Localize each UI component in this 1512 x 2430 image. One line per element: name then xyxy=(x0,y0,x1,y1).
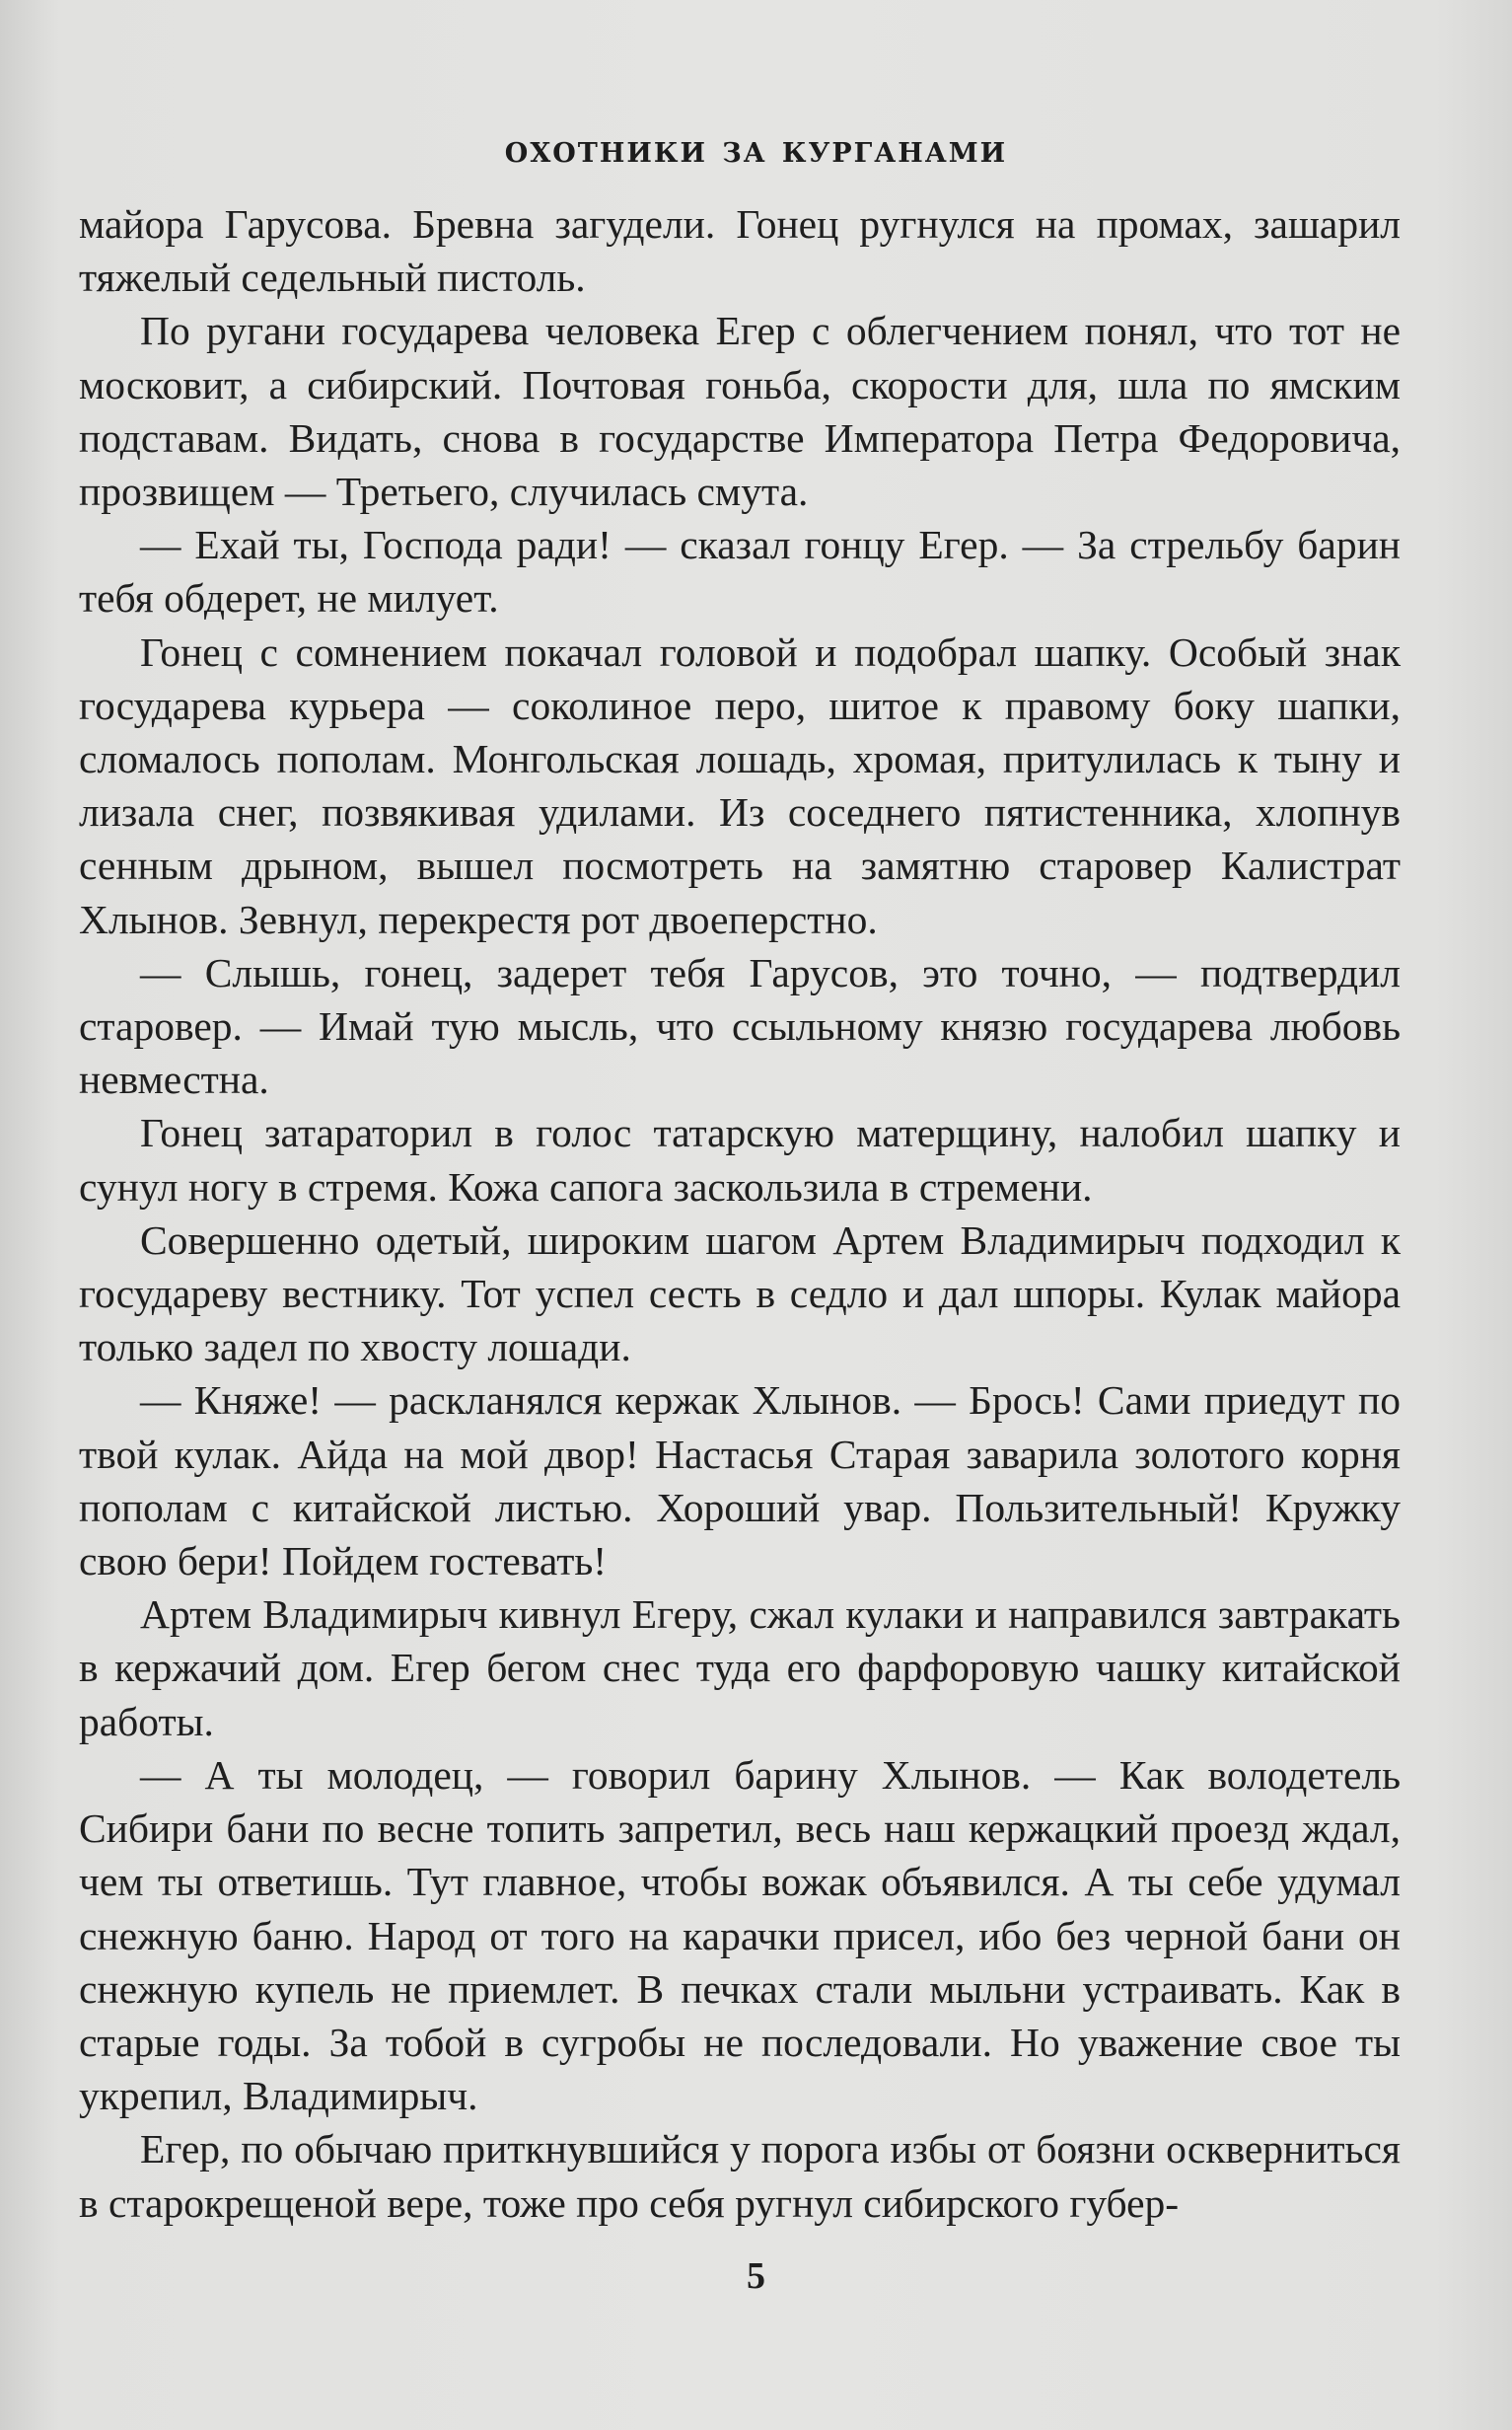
body-text xyxy=(79,197,1401,2230)
paragraph: — А ты молодец, — говорил барину Хлынов. — Как володетель Сибири бани по весне топить запретил, весь наш кержацкий проезд ждал, чем ты ответишь. Тут главное, чтобы вожак объявился. А ты себе удумал снежную баню. Народ от того на карачки присел, ибо без черной бани он снежную купель не приемлет. В печках стали мыльни устраивать. Как в старые годы. За тобой в сугробы не последовали. Но уважение свое ты укрепил, Владимирыч. xyxy=(79,1751,1401,2119)
running-header: охотники за курганами xyxy=(504,126,1008,171)
paragraph: Егер, по обычаю приткнувшийся у порога избы от боязни осквернитьcя в старокрещеной вере, тоже про себя ругнул сибирского губер- xyxy=(79,2126,1401,2226)
paragraph: Гонец затараторил в голос татарскую матерщину, налобил шапку и сунул ногу в стремя. Кожа сапога заскользила в стремени. xyxy=(79,1110,1401,1210)
paragraph: — Ехай ты, Господа ради! — сказал гонцу Егер. — За стрельбу барин тебя обдерет, не милует. xyxy=(79,522,1401,622)
page-number: 5 xyxy=(747,2255,765,2297)
paragraph: Артем Владимирыч кивнул Егеру, сжал кулаки и направился завтракать в кержачий дом. Егер бегом снес туда его фарфоровую чашку китайской работы. xyxy=(79,1591,1401,1744)
paragraph: — Княже! — раскланялся кержак Хлынов. — Брось! Сами приедут по твой кулак. Айда на мой двор! Настасья Старая заварила золотого корня пополам с китайской листью. Хороший увар. Пользительный! Кружку свою бери! Пойдем гостевать! xyxy=(79,1377,1401,1584)
paragraph: — Слышь, гонец, задерет тебя Гарусов, это точно, — подтвердил старовер. — Имай тую мысль, что ссыльному князю государева любовь невместна. xyxy=(79,949,1401,1103)
paragraph: Гонец с сомнением покачал головой и подобрал шапку. Особый знак государева курьера — соколиное перо, шитое к правому боку шапки, сломалось пополам. Монгольская лошадь, хромая, притулилась к тыну и лизала снег, позвякивая удилами. Из соседнего пятистенника, хлопнув сенным дрыном, вышел посмотреть на замятню старовер Калистрат Хлынов. Зевнул, перекрестя рот двоеперстно. xyxy=(79,628,1401,942)
paragraph: майора Гарусова. Бревна загудели. Гонец ругнулся на промах, зашарил тяжелый седельный пистоль. xyxy=(79,201,1401,301)
paragraph: Совершенно одетый, широким шагом Артем Владимирыч подходил к государеву вестнику. Тот успел сесть в седло и дал шпоры. Кулак майора только задел по хвосту лошади. xyxy=(79,1216,1401,1370)
paragraph: По ругани государева человека Егер с облегчением понял, что тот не московит, а сибирский. Почтовая гоньба, скорости для, шла по ямским подставам. Видать, снова в государстве Императора Петра Федоровича, прозвищем — Третьего, случилась смута. xyxy=(79,308,1401,515)
